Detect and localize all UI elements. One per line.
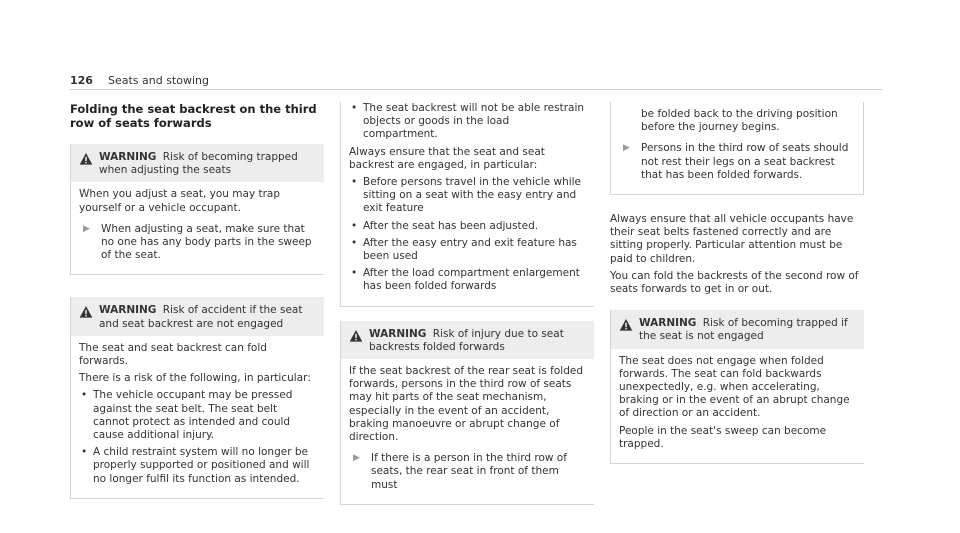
warning-body — [611, 102, 863, 194]
action-step: ▶ Persons in the third row of seats should not rest their legs on a seat backrest that has been folded forwards. — [619, 142, 855, 182]
warning-header — [71, 144, 324, 182]
warning-header — [611, 310, 864, 348]
list-item: • A child restraint system will no longer be properly supported or positioned and will no longer fulfil its function as intended. — [79, 446, 316, 486]
warning-heading: Risk of injury due to seat backrests folded forwards — [369, 327, 564, 353]
warning-text: There is a risk of the following, in particular: — [79, 372, 311, 385]
list-item: • After the load compartment enlargement has been folded forwards — [349, 267, 586, 293]
warning-heading: Risk of becoming trapped when adjusting the seats — [99, 151, 298, 177]
warning-label: WARNING — [99, 304, 157, 317]
header-divider — [70, 89, 882, 90]
warning-header — [71, 297, 324, 335]
warning-triangle-icon — [79, 305, 93, 319]
list-item: • The seat backrest will not be able restrain objects or goods in the load compartment. — [349, 102, 586, 142]
paragraph: You can fold the backrests of the second row of seats forwards to get in or out. — [610, 269, 859, 296]
play-arrow-icon: ▶ — [353, 453, 360, 464]
bullet-list — [349, 102, 586, 142]
section-title: Seats and stowing — [107, 74, 209, 87]
list-item: • The vehicle occupant may be pressed against the seat belt. The seat belt cannot protect as intended and could cause additional injury. — [79, 389, 316, 442]
bullet-list — [349, 176, 586, 294]
warning-text: When you adjust a seat, you may trap yourself or a vehicle occupant. — [79, 188, 281, 214]
play-arrow-icon: ▶ — [83, 223, 90, 234]
warning-header — [341, 321, 594, 359]
warning-label: WARNING — [639, 317, 697, 330]
warning-heading: Risk of accident if the seat and seat backrest are not engaged — [99, 304, 303, 330]
warning-box-trapped-adjusting — [70, 144, 324, 275]
list-item: • Before persons travel in the vehicle while sitting on a seat with the easy entry and exit feature — [349, 176, 586, 216]
warning-triangle-icon — [79, 152, 93, 166]
action-step: ▶ If there is a person in the third row of seats, the rear seat in front of them must — [349, 452, 586, 492]
column-2 — [340, 102, 594, 519]
warning-text: People in the seat's sweep can become trapped. — [619, 424, 827, 450]
section-heading: Folding the seat backrest on the third row of seats forwards — [70, 102, 317, 130]
warning-text: be folded back to the driving position before the journey begins. — [641, 108, 838, 134]
warning-box-accident-not-engaged — [70, 297, 324, 498]
warning-body — [71, 182, 324, 274]
engagement-text — [340, 102, 594, 307]
warning-body — [611, 349, 864, 463]
warning-triangle-icon — [349, 329, 363, 343]
list-item: • After the seat has been adjusted. — [349, 220, 586, 233]
warning-body — [341, 359, 594, 504]
warning-box-continued — [610, 102, 864, 195]
column-3 — [610, 102, 864, 478]
play-arrow-icon: ▶ — [623, 143, 630, 154]
column-1 — [70, 102, 324, 513]
warning-box-trapped-not-engaged — [610, 310, 864, 464]
warning-heading: Risk of becoming trapped if the seat is not engaged — [639, 317, 848, 343]
page-number: 126 — [70, 74, 93, 87]
warning-text: The seat does not engage when folded forwards. The seat can fold backwards unexpectedly, e.g. when accelerating, braking or in the event of an abrupt change of direction or an accident. — [619, 354, 850, 420]
warning-triangle-icon — [619, 318, 633, 332]
action-step: ▶ When adjusting a seat, make sure that no one has any body parts in the sweep of the seat. — [79, 223, 316, 263]
warning-text: If the seat backrest of the rear seat is folded forwards, persons in the third row of seats may hit parts of the seat mechanism, especially in the event of an accident, braking manoeuvre or abrupt change of direction. — [349, 365, 583, 444]
occupant-text — [610, 213, 864, 296]
warning-label: WARNING — [99, 151, 157, 163]
bullet-list — [79, 389, 316, 485]
paragraph: Always ensure that the seat and seat backrest are engaged, in particular: — [349, 145, 545, 171]
warning-label: WARNING — [369, 327, 427, 340]
warning-body — [71, 336, 324, 498]
warning-box-injury-folded — [340, 321, 594, 505]
page-header — [70, 74, 209, 87]
paragraph: Always ensure that all vehicle occupants have their seat belts fastened correctly and are sitting properly. Particular attention must be paid to children. — [610, 213, 854, 265]
list-item: • After the easy entry and exit feature has been used — [349, 237, 586, 263]
warning-text: The seat and seat backrest can fold forwards. — [79, 341, 267, 368]
